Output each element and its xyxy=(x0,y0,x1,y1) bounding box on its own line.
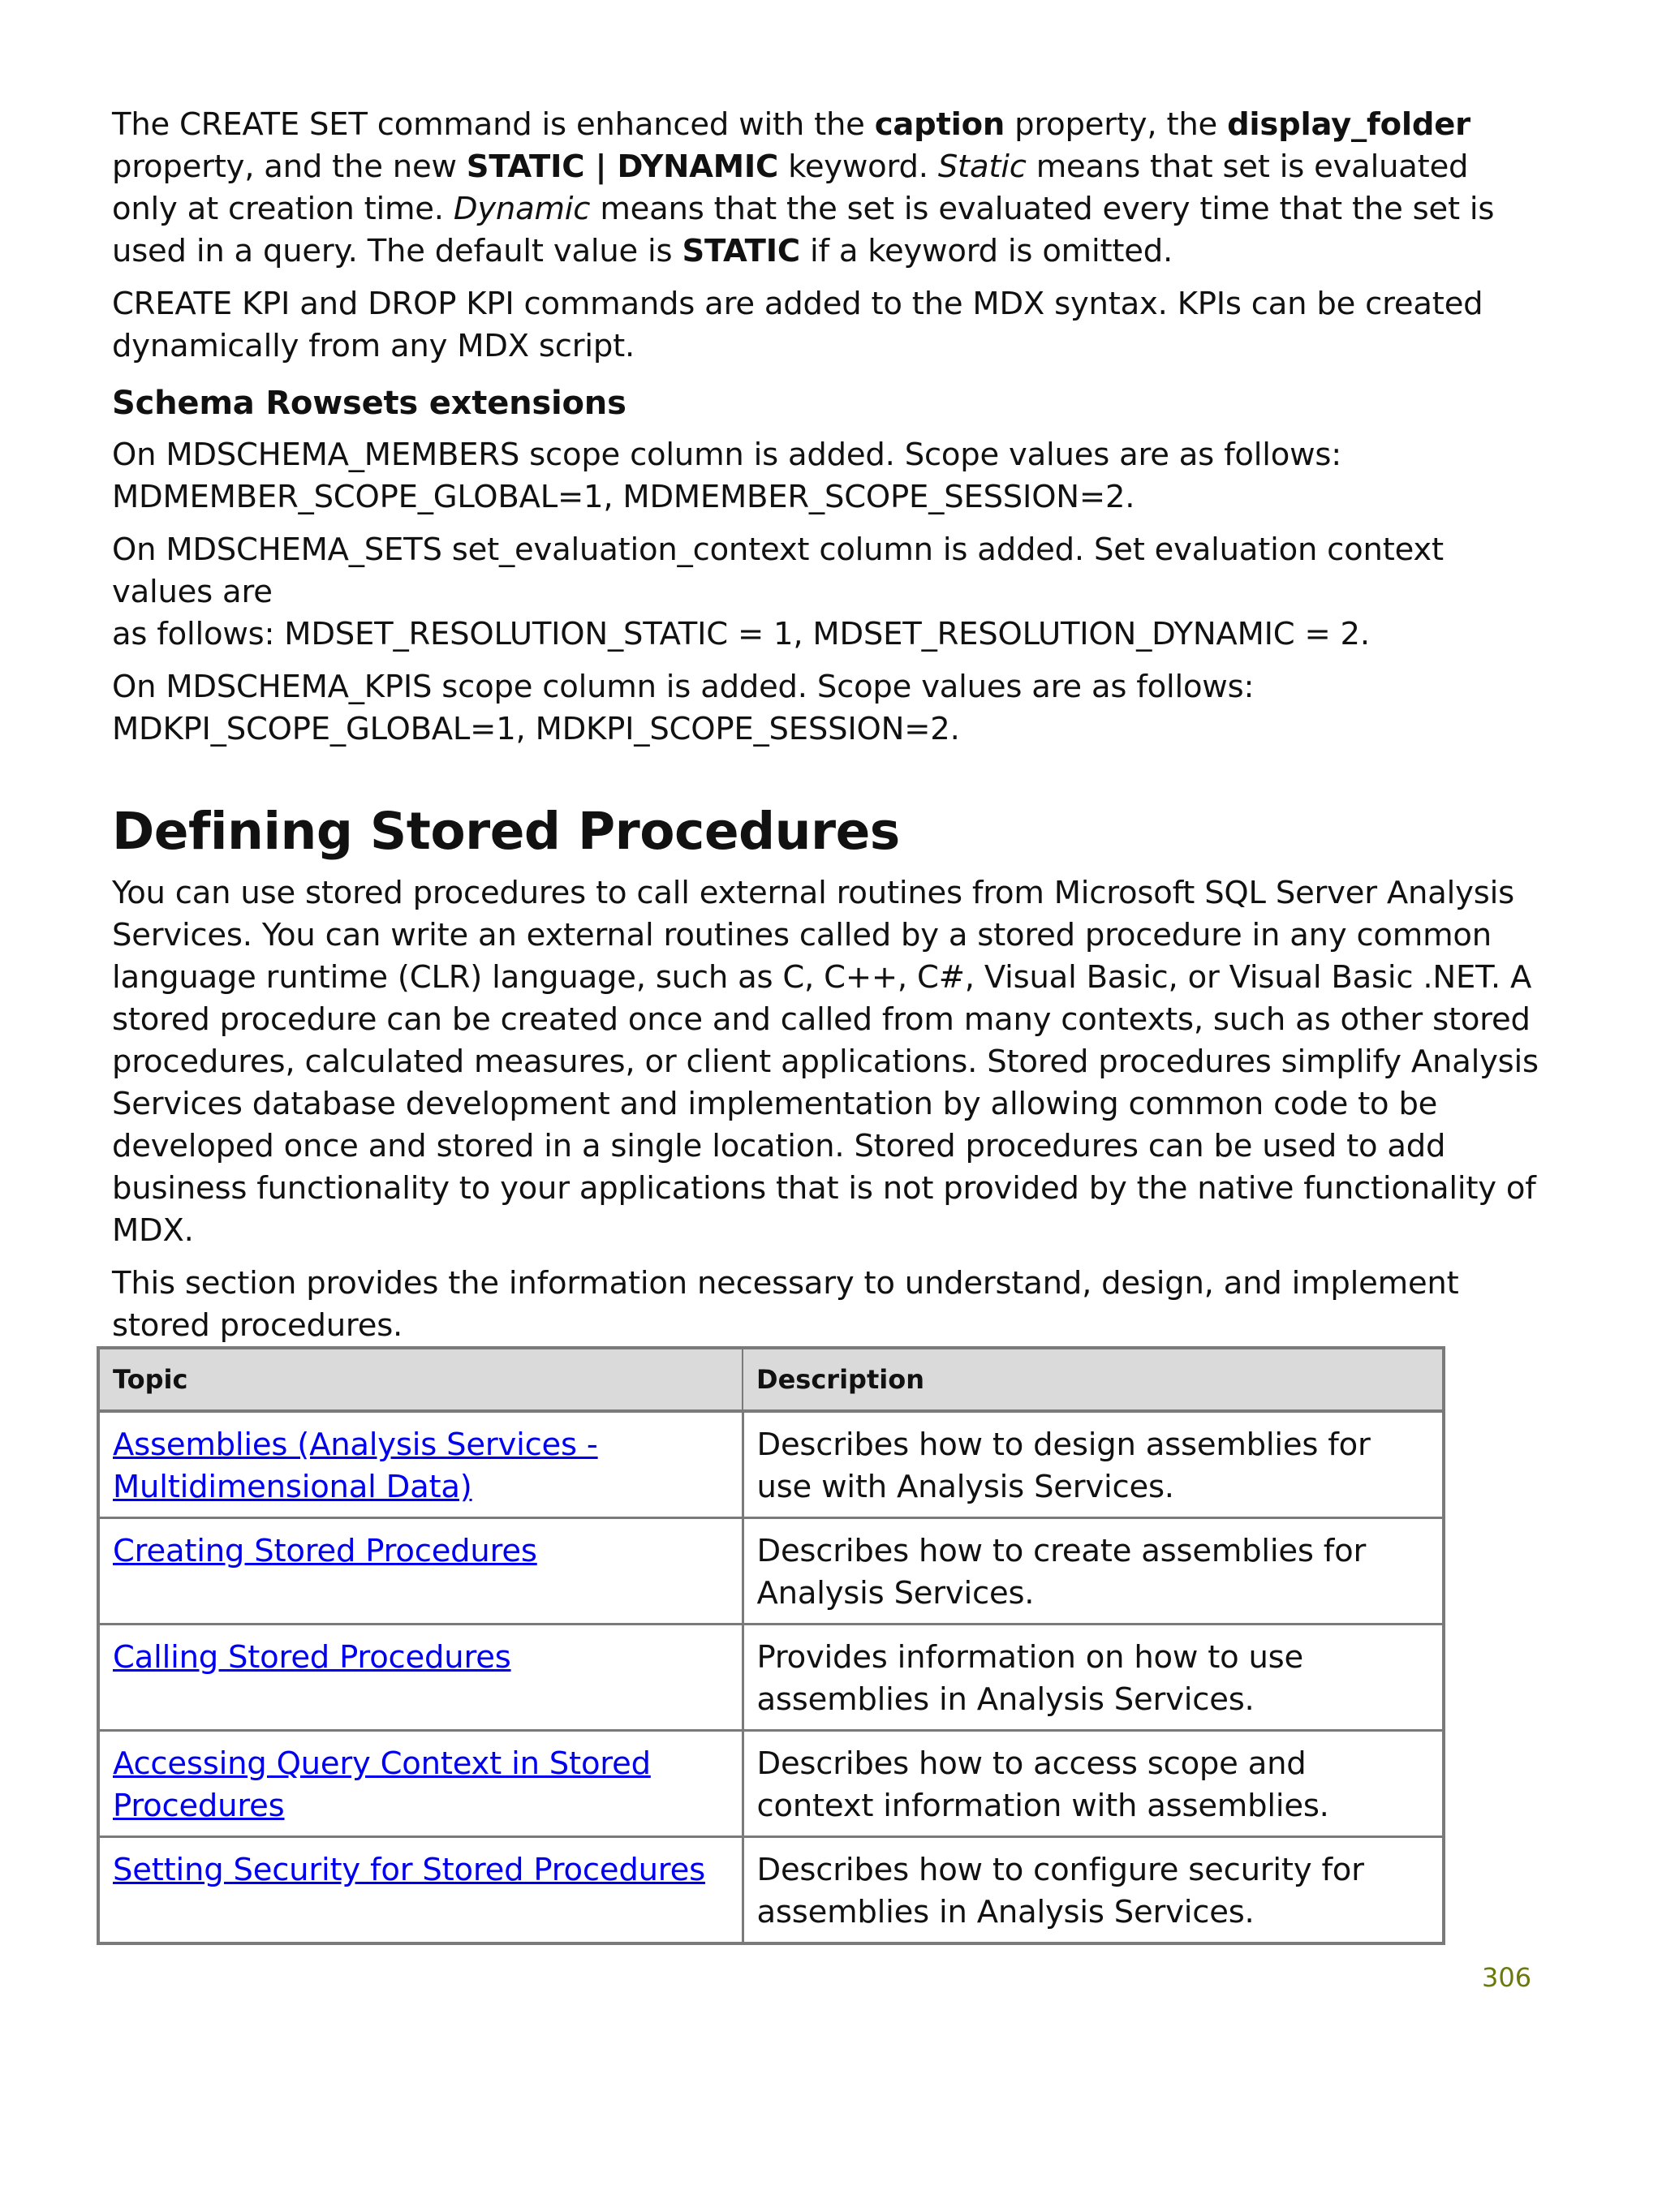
row-description: Describes how to create assemblies for Analysis Services. xyxy=(743,1518,1444,1625)
mdschema-sets-paragraph: On MDSCHEMA_SETS set_evaluation_context column is added. Set evaluation context values are as follows: MDSET_RESOLUTION_STATIC = 1, MDSET_RESOLUTION_DYNAMIC = 2. xyxy=(112,531,1444,652)
topic-column-header: Topic xyxy=(98,1348,743,1411)
static-default-keyword: STATIC xyxy=(682,233,800,269)
table-row xyxy=(98,1837,1444,1944)
row-description: Describes how to design assemblies for use with Analysis Services. xyxy=(743,1411,1444,1518)
defining-stored-procedures-heading: Defining Stored Procedures xyxy=(112,802,900,861)
display-folder-keyword: display_folder xyxy=(1227,106,1470,143)
mdschema-members-paragraph: On MDSCHEMA_MEMBERS scope column is added. Scope values are as follows: MDMEMBER_SCOPE_GLOBAL=1, MDMEMBER_SCOPE_SESSION=2. xyxy=(112,437,1342,515)
schema-rowsets-heading: Schema Rowsets extensions xyxy=(112,385,626,422)
table-row xyxy=(98,1731,1444,1837)
table-row xyxy=(98,1625,1444,1731)
creating-stored-procedures-link[interactable]: Creating Stored Procedures xyxy=(113,1533,537,1569)
row-description: Describes how to access scope and context information with assemblies. xyxy=(743,1731,1444,1837)
table-header-row xyxy=(98,1348,1444,1411)
table-row xyxy=(98,1518,1444,1625)
topics-table xyxy=(97,1346,1445,1945)
static-term: Static xyxy=(937,148,1027,185)
kpi-paragraph: CREATE KPI and DROP KPI commands are added to the MDX syntax. KPIs can be created dynamically from any MDX script. xyxy=(112,286,1483,364)
page-content xyxy=(112,104,1540,1358)
row-description: Provides information on how to use assemblies in Analysis Services. xyxy=(743,1625,1444,1731)
setting-security-link[interactable]: Setting Security for Stored Procedures xyxy=(113,1852,705,1888)
section-info-paragraph: This section provides the information necessary to understand, design, and implement stored procedures. xyxy=(112,1265,1459,1344)
page-number: 306 xyxy=(1482,1962,1532,1993)
static-dynamic-keyword: STATIC | DYNAMIC xyxy=(466,148,779,185)
caption-keyword: caption xyxy=(874,106,1005,143)
stored-procedures-intro: You can use stored procedures to call external routines from Microsoft SQL Server Analysis Services. You can write an external routines called by a stored procedure in any common language runtime (CLR) language, such as C, C++, C#, Visual Basic, or Visual Basic .NET. A stored procedure can be created once and called from many contexts, such as other stored procedures, calculated measures, or client applications. Stored procedures simplify Analysis Services database development and implementation by allowing common code to be developed once and stored in a single location. Stored procedures can be used to add business functionality to your applications that is not provided by the native functionality of MDX. xyxy=(112,875,1539,1249)
mdschema-kpis-paragraph: On MDSCHEMA_KPIS scope column is added. Scope values are as follows: MDKPI_SCOPE_GLOBAL=1, MDKPI_SCOPE_SESSION=2. xyxy=(112,669,1255,747)
assemblies-link[interactable]: Assemblies (Analysis Services - Multidimensional Data) xyxy=(113,1427,598,1505)
table-row xyxy=(98,1411,1444,1518)
description-column-header: Description xyxy=(743,1348,1444,1411)
create-set-paragraph: The CREATE SET command is enhanced with the caption property, the display_folder property, and the new STATIC | DYNAMIC keyword. Static means that set is evaluated only at creation time. Dynamic means that the set is evaluated every time that the set is used in a query. The default value is STATIC if a keyword is omitted. xyxy=(112,106,1495,269)
row-description: Describes how to configure security for assemblies in Analysis Services. xyxy=(743,1837,1444,1944)
accessing-query-context-link[interactable]: Accessing Query Context in Stored Procedures xyxy=(113,1745,651,1824)
calling-stored-procedures-link[interactable]: Calling Stored Procedures xyxy=(113,1639,511,1676)
dynamic-term: Dynamic xyxy=(453,191,591,227)
